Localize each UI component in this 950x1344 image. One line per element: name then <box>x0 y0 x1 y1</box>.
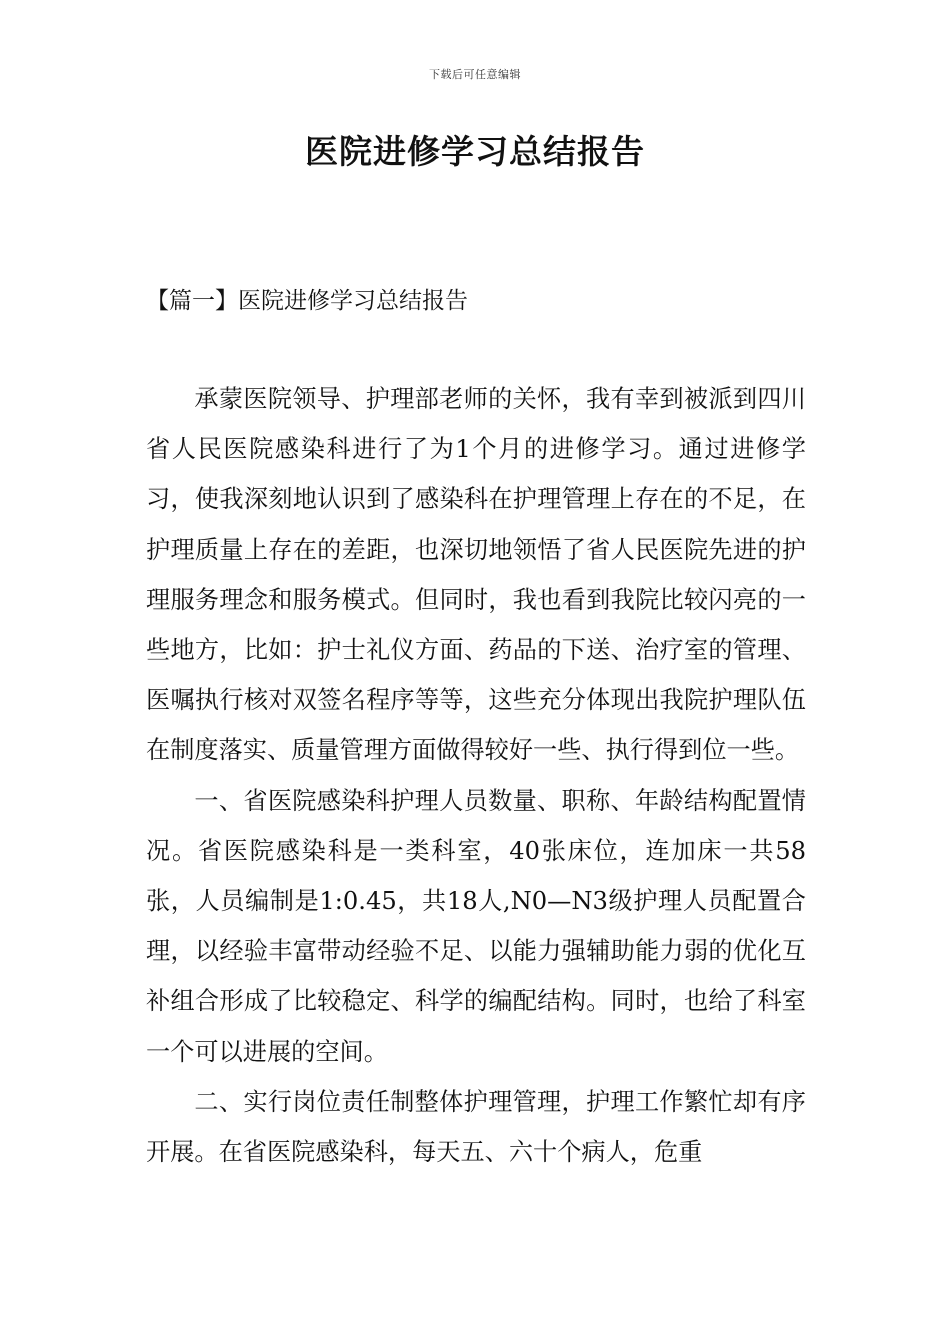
paragraph-staffing: 一、省医院感染科护理人员数量、职称、年龄结构配置情况。省医院感染科是一类科室，40张床位，连加床一共58张，人员编制是1:0.45，共18人,N0—N3级护理人员配置合理，以经验丰富带动经验不足、以能力强辅助能力弱的优化互补组合形成了比较稳定、科学的编配结构。同时，也给了科室一个可以进展的空间。 <box>146 786 806 1066</box>
header-note: 下载后可任意编辑 <box>429 68 521 81</box>
paragraph-intro: 承蒙医院领导、护理部老师的关怀，我有幸到被派到四川省人民医院感染科进行了为1个月的进修学习。通过进修学习，使我深刻地认识到了感染科在护理管理上存在的不足，在护理质量上存在的差距，也深切地领悟了省人民医院先进的护理服务理念和服务模式。但同时，我也看到我院比较闪亮的一些地方，比如：护士礼仪方面、药品的下送、治疗室的管理、医嘱执行核对双签名程序等等，这些充分体现出我院护理队伍在制度落实、质量管理方面做得较好一些、执行得到位一些。 <box>146 385 806 765</box>
paragraph-responsibility: 二、实行岗位责任制整体护理管理，护理工作繁忙却有序开展。在省医院感染科，每天五、六十个病人，危重 <box>146 1087 806 1167</box>
section-heading: 【篇一】医院进修学习总结报告 <box>146 288 468 314</box>
body-text <box>146 374 806 1177</box>
document-title: 医院进修学习总结报告 <box>305 132 645 171</box>
